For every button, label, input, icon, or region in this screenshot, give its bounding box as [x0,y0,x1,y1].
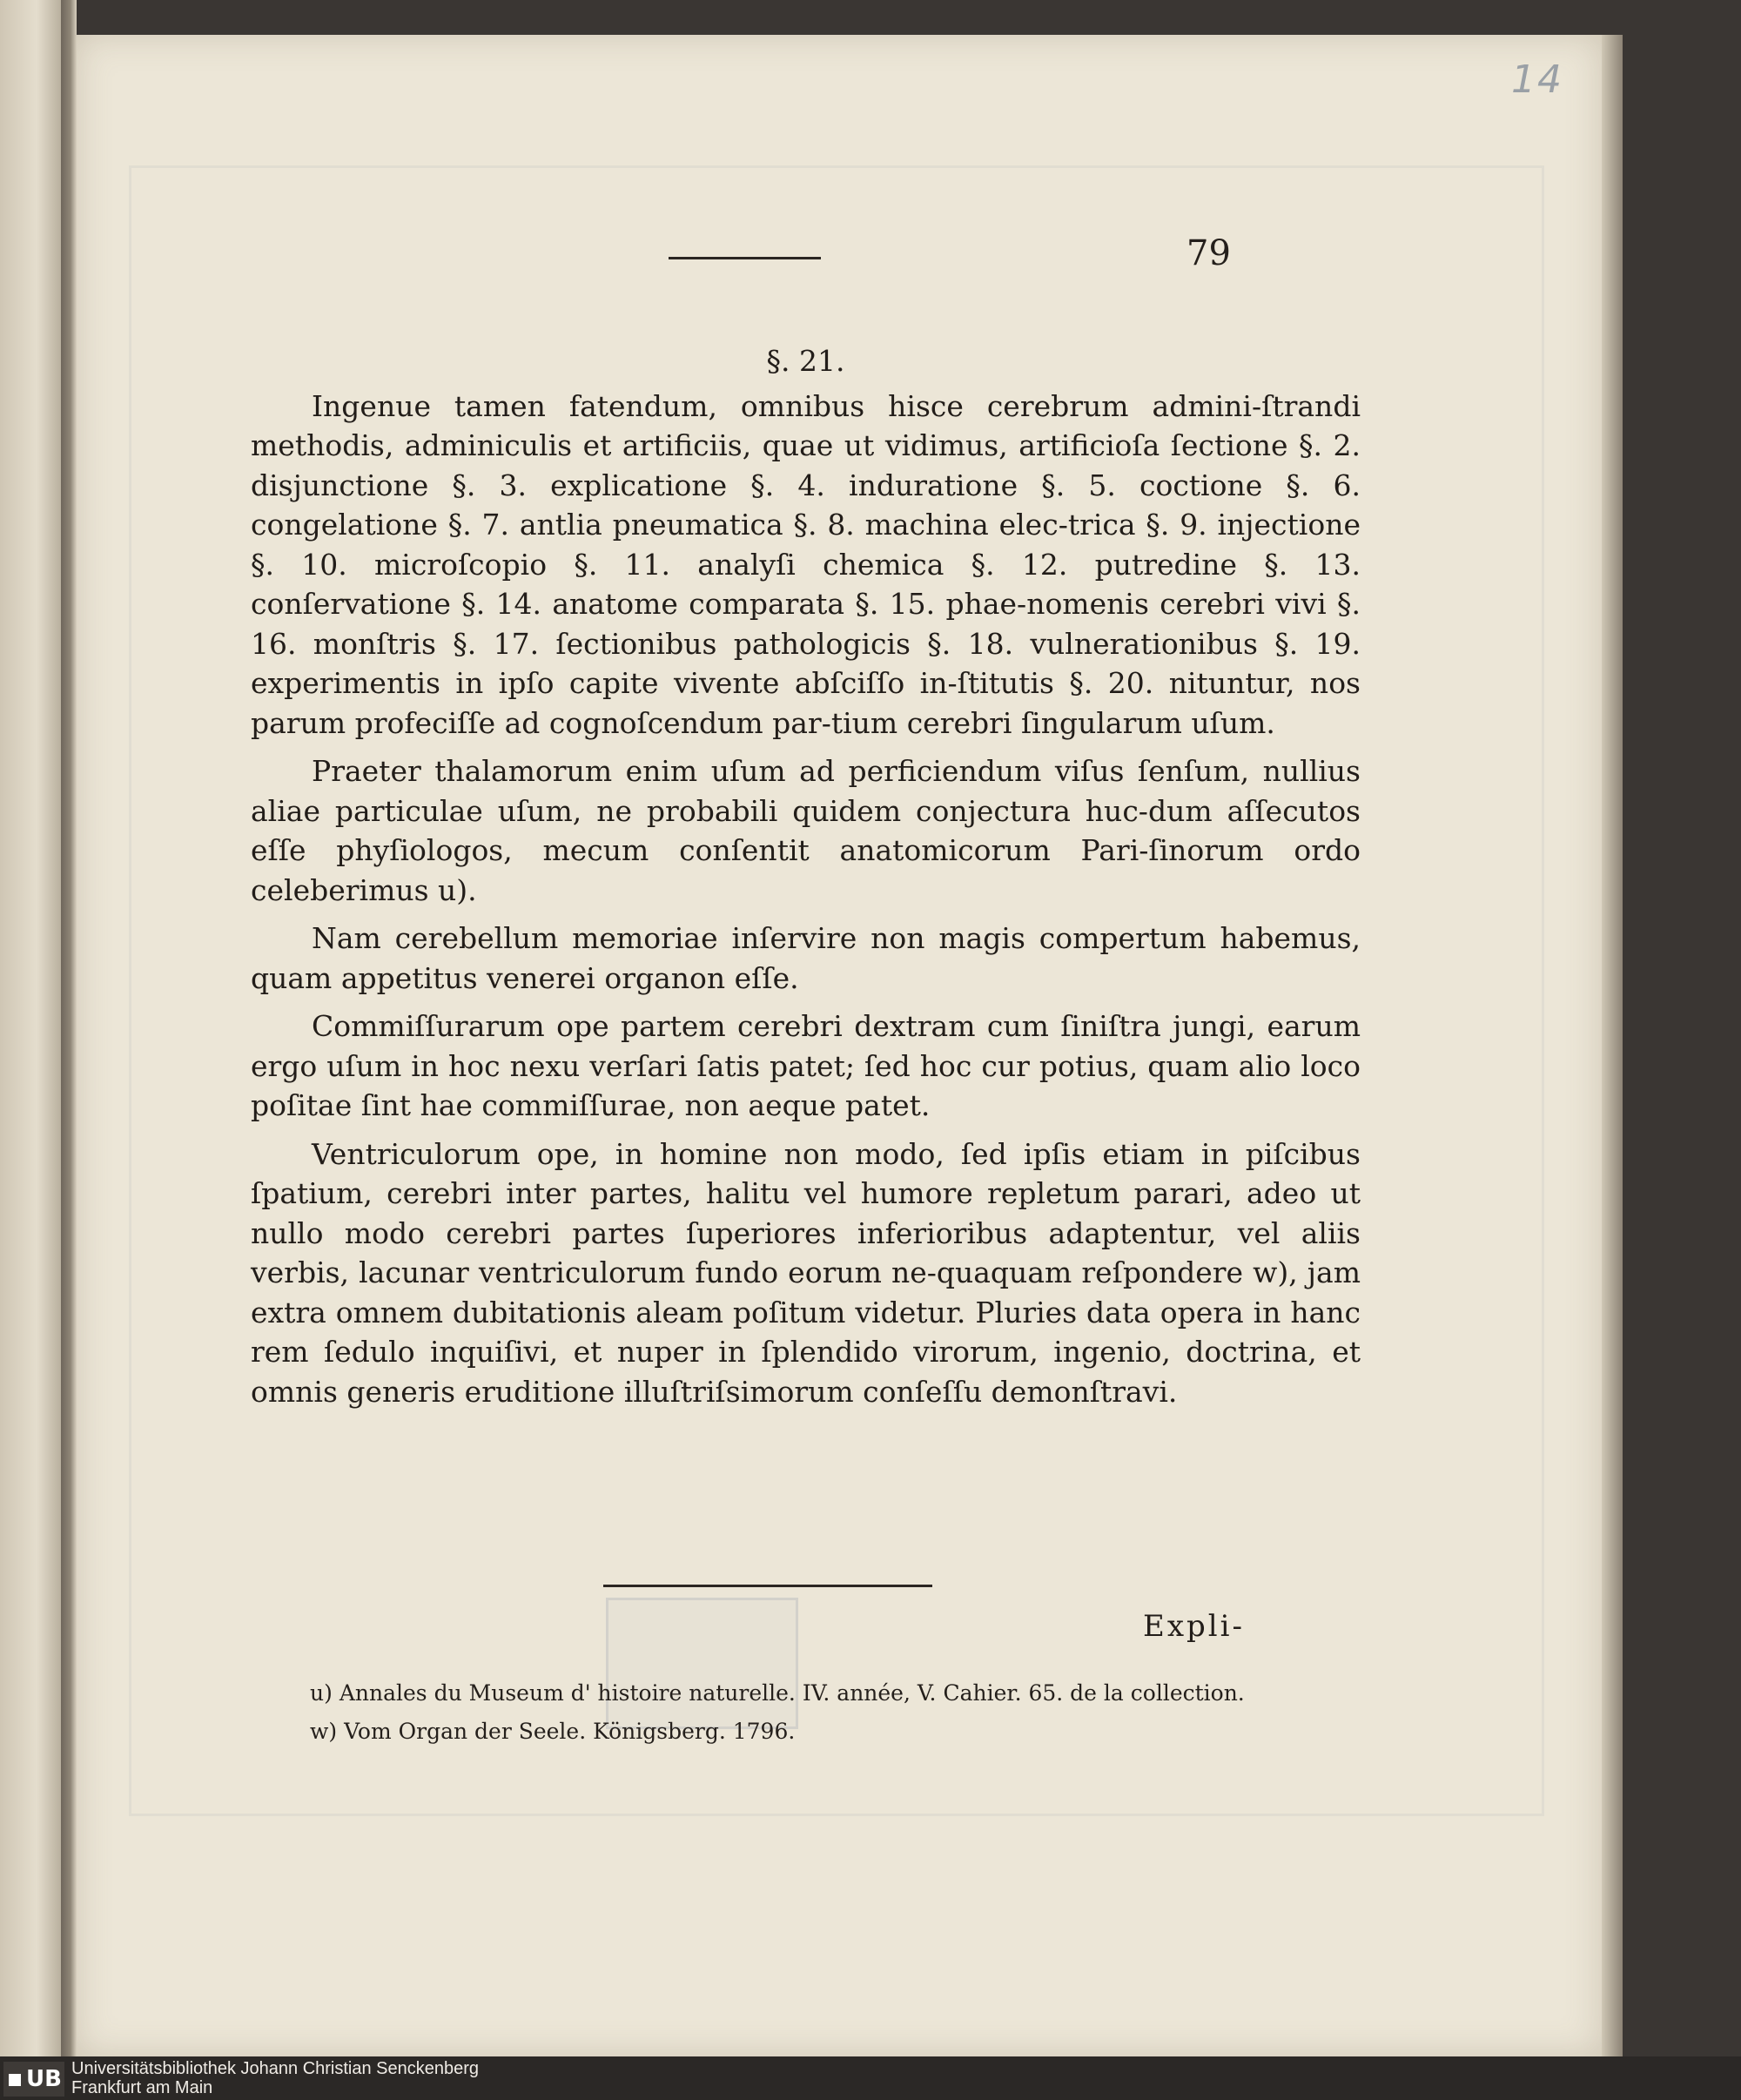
footnote-text: Annales du Museum d' histoire naturelle. IV. année, V. Cahier. 65. de la collection. [339,1680,1245,1706]
section-heading: §. 21. [766,344,845,378]
header-rule [669,257,821,259]
footnote-mark: u) [310,1680,333,1706]
page-fore-edge [1602,35,1623,2056]
catchword: Expli- [1143,1609,1245,1644]
library-location: Frankfurt am Main [71,2078,213,2097]
page-number: 79 [1186,233,1231,273]
body-text [251,341,1361,1420]
handwritten-folio-number: 14 [1511,57,1563,102]
footnote-text: Vom Organ der Seele. Königsberg. 1796. [344,1719,796,1744]
viewer-footer-bar [0,2056,1741,2100]
footnote-u [310,1679,1363,1708]
paragraph-2: Praeter thalamorum enim uſum ad perficiendum viſus ſenſum, nullius aliae particulae uſum, ne probabili quidem conjectura huc-dum aſſecutos eſſe phyſiologos, mecum conſentit anatomicorum Pari-ſinorum ordo celeberimus u). [251,754,1361,907]
book-gutter [61,0,77,2056]
footnote-mark: w) [310,1719,338,1744]
library-name: Universitätsbibliothek Johann Christian Senckenberg [71,2059,480,2078]
paragraph-3: Nam cerebellum memoriae inſervire non magis compertum habemus, quam appetitus venerei organon eſſe. [251,921,1361,995]
footnote-w [310,1717,1363,1747]
paragraph-4: Commiſſurarum ope partem cerebri dextram cum ſiniſtra jungi, earum ergo uſum in hoc nexu verſari ſatis patet; ſed hoc cur potius, quam alio loco poſitae ſint hae commiſſurae, non aeque patet. [251,1009,1361,1122]
left-page-edge [0,0,61,2056]
ub-logo [3,2062,64,2097]
book-page [77,35,1602,2056]
logo-square-icon [9,2074,21,2086]
footnotes [310,1679,1363,1755]
footnote-rule [603,1585,932,1587]
paragraph-5: Ventriculorum ope, in homine non modo, ſed ipſis etiam in piſcibus ſpatium, cerebri inter partes, halitu vel humore repletum parari, adeo ut nullo modo cerebri partes ſuperiores inferioribus adaptentur, vel aliis verbis, lacunar ventriculorum fundo eorum ne-quaquam reſpondere w), jam extra omnem dubitationis aleam poſitum videtur. Pluries data opera in hanc rem ſedulo inquiſivi, et nuper in ſplendido virorum, ingenio, doctrina, et omnis generis eruditione illuſtriſsimorum conſeſſu demonſtravi. [251,1136,1361,1409]
paragraph-1: Ingenue tamen fatendum, omnibus hisce cerebrum admini-ſtrandi methodis, adminiculis et artificiis, quae ut vidimus, artificioſa ſectione §. 2. disjunctione §. 3. explicatione §. 4. induratione §. 5. coctione §. 6. congelatione §. 7. antlia pneumatica §. 8. machina elec-trica §. 9. injectione §. 10. microſcopio §. 11. analyſi chemica §. 12. putredine §. 13. conſervatione §. 14. anatome comparata §. 15. phae-nomenis cerebri vivi §. 16. monſtris §. 17. ſectionibus pathologicis §. 18. vulnerationibus §. 19. experimentis in ipſo capite vivente abſciſſo in-ſtitutis §. 20. nituntur, nos parum profeciſſe ad cognoſcendum par-tium cerebri ſingularum uſum. [251,388,1361,740]
logo-text: UB [26,2066,62,2092]
